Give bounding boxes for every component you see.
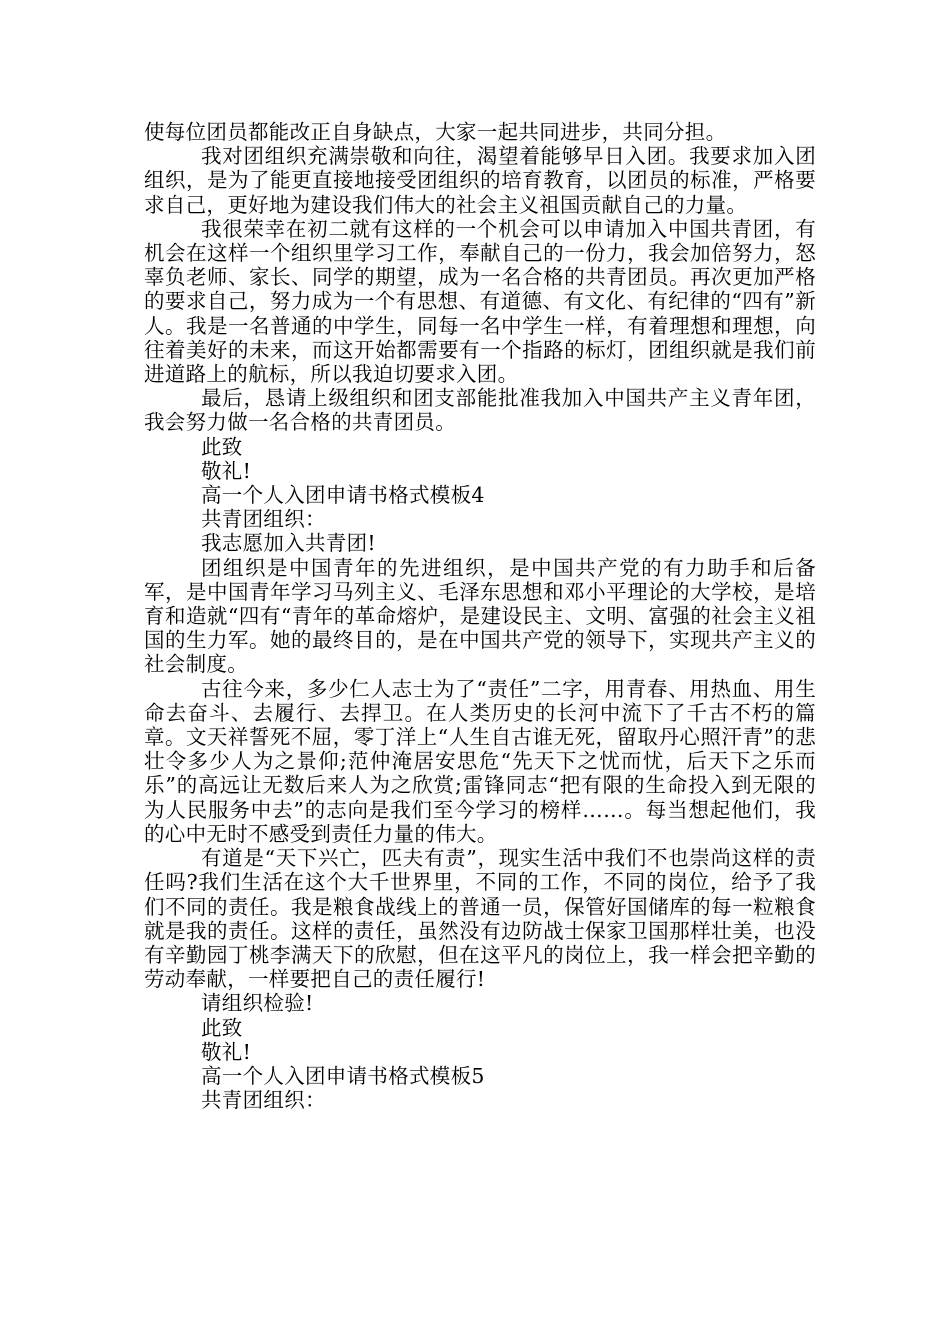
- document-body: [144, 120, 816, 1112]
- section-heading: 高一个人入团申请书格式模板4: [201, 483, 485, 508]
- paragraph: 我志愿加入共青团!: [201, 531, 376, 556]
- paragraph: 请组织检验!: [201, 991, 314, 1016]
- paragraph: 团组织是中国青年的先进组织，是中国共产党的有力助手和后备军，是中国青年学习马列主义、毛泽东思想和邓小平理论的大学校，是培育和造就“四有“青年的革命熔炉，是建设民主、文明、富强的社会主义祖国的生力军。她的最终目的，是在中国共产党的领导下，实现共产主义的社会制度。: [144, 555, 816, 677]
- addressee-line: 共青团组织：: [201, 1088, 326, 1113]
- paragraph: 我很荣幸在初二就有这样的一个机会可以申请加入中国共青团，有机会在这样一个组织里学习工作，奉献自己的一份力，我会加倍努力，怒辜负老师、家长、同学的期望，成为一名合格的共青团员。再次更加严格的要求自己，努力成为一个有思想、有道德、有文化、有纪律的“四有”新人。我是一名普通的中学生，同每一名中学生一样，有着理想和理想，向往着美好的未来，而这开始都需要有一个指路的标灯，团组织就是我们前进道路上的航标，所以我迫切要求入团。: [144, 216, 816, 387]
- paragraph: 有道是“天下兴亡，匹夫有责”，现实生活中我们不也崇尚这样的责任吗?我们生活在这个大千世界里，不同的工作，不同的岗位，给予了我们不同的责任。我是粮食战线上的普通一员，保管好国储库的每一粒粮食就是我的责任。这样的责任，虽然没有边防战士保家卫国那样壮美，也没有辛勤园丁桃李满天下的欣慰，但在这平凡的岗位上，我一样会把辛勤的劳动奉献，一样要把自己的责任履行!: [144, 846, 816, 992]
- section-heading: 高一个人入团申请书格式模板5: [201, 1063, 485, 1088]
- paragraph: 最后，恳请上级组织和团支部能批准我加入中国共产主义青年团，我会努力做一名合格的共青团员。: [144, 386, 816, 435]
- paragraph: 使每位团员都能改正自身缺点，大家一起共同进步，共同分担。: [144, 120, 727, 144]
- salutation-line: 敬礼!: [201, 458, 252, 483]
- paragraph: 我对团组织充满崇敬和向往，渴望着能够早日入团。我要求加入团组织，是为了能更直接地接受团组织的培育教育，以团员的标准，严格要求自己，更好地为建设我们伟大的社会主义祖国贡献自己的力量。: [144, 144, 816, 217]
- addressee-line: 共青团组织：: [201, 507, 326, 532]
- closing-line: 此致: [201, 1015, 243, 1040]
- paragraph: 古往今来，多少仁人志士为了“责任”二字，用青春、用热血、用生命去奋斗、去履行、去捍卫。在人类历史的长河中流下了千古不朽的篇章。文天祥誓死不屈，零丁洋上“人生自古谁无死，留取丹心照汗青”的悲壮令多少人为之景仰;范仲淹居安思危“先天下之忧而忧，后天下之乐而乐”的高远让无数后来人为之欣赏;雷锋同志“把有限的生命投入到无限的为人民服务中去”的志向是我们至今学习的榜样……。每当想起他们，我的心中无时不感受到责任力量的伟大。: [144, 676, 816, 846]
- salutation-line: 敬礼!: [201, 1039, 252, 1064]
- closing-line: 此致: [201, 434, 243, 459]
